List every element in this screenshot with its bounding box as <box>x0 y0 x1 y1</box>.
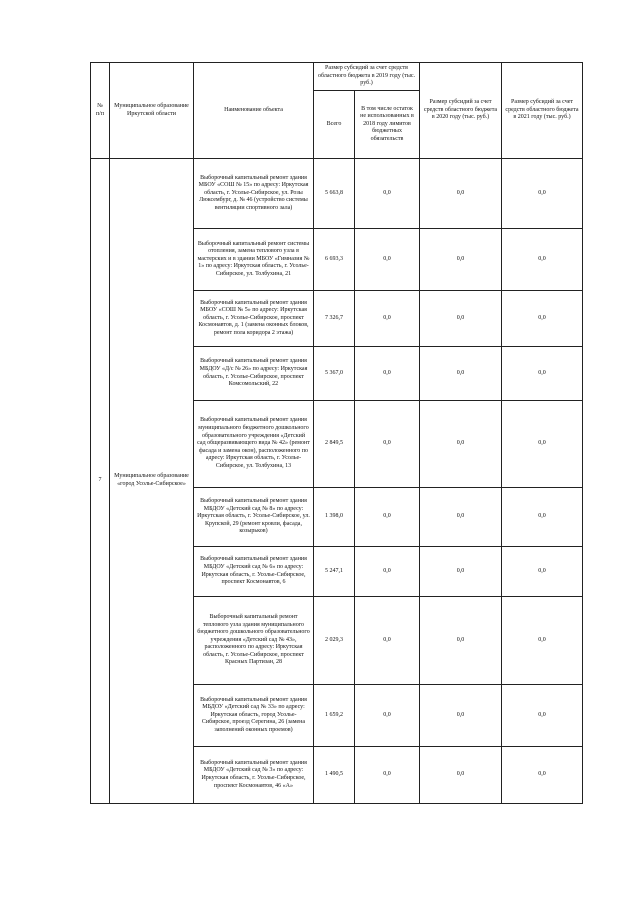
total-2019: 6 693,3 <box>314 229 355 291</box>
object-name: Выборочный капитальный ремонт здания МБДОУ «Д/с № 26» по адресу: Иркутская область, г. Усолье-Сибирское, проспект Комсомольский, 22 <box>194 347 314 401</box>
amount-2020: 0,0 <box>420 597 502 685</box>
object-name: Выборочный капитальный ремонт здания муниципального бюджетного дошкольного образовательного учреждения «Детский сад общеразвивающего вида № 42» (ремонт фасада и замена окон), расположенного по адресу: Иркутская область, г. Усолье-Сибирское, ул. Толбухина, 13 <box>194 401 314 488</box>
amount-2020: 0,0 <box>420 159 502 229</box>
residual-2019: 0,0 <box>355 291 420 347</box>
residual-2019: 0,0 <box>355 159 420 229</box>
object-name: Выборочный капитальный ремонт системы отопления, замена теплового узла в мастерских и в здании МБОУ «Гимназия № 1» по адресу: Иркутская область, г. Усолье-Сибирское, ул. Толбухина, 21 <box>194 229 314 291</box>
total-2019: 5 247,1 <box>314 547 355 597</box>
amount-2021: 0,0 <box>502 401 583 488</box>
residual-2019: 0,0 <box>355 229 420 291</box>
residual-2019: 0,0 <box>355 401 420 488</box>
total-2019: 5 663,8 <box>314 159 355 229</box>
total-2019: 5 367,0 <box>314 347 355 401</box>
table-row <box>91 159 583 229</box>
amount-2020: 0,0 <box>420 229 502 291</box>
amount-2021: 0,0 <box>502 488 583 547</box>
amount-2021: 0,0 <box>502 747 583 804</box>
header-number: № п/п <box>91 63 110 159</box>
object-name: Выборочный капитальный ремонт здания МБОУ «СОШ № 15» по адресу: Иркутская область, г. Усолье-Сибирское, ул. Розы Люксембург, д. № 46 (устройство системы вентиляции спортивного зала) <box>194 159 314 229</box>
total-2019: 2 849,5 <box>314 401 355 488</box>
header-2020: Размер субсидий за счет средств областного бюджета в 2020 году (тыс. руб.) <box>420 63 502 159</box>
total-2019: 1 490,5 <box>314 747 355 804</box>
amount-2021: 0,0 <box>502 597 583 685</box>
amount-2021: 0,0 <box>502 159 583 229</box>
amount-2021: 0,0 <box>502 685 583 747</box>
object-name: Выборочный капитальный ремонт теплового узла здания муниципального бюджетного дошкольного образовательного учреждения «Детский сад № 43», расположенного по адресу: Иркутская область, г. Усолье-Сибирское, проспект Красных Партизан, 28 <box>194 597 314 685</box>
amount-2021: 0,0 <box>502 291 583 347</box>
total-2019: 7 326,7 <box>314 291 355 347</box>
header-2019-total: Всего <box>314 91 355 159</box>
object-name: Выборочный капитальный ремонт здания МБДОУ «Детский сад № 33» по адресу: Иркутская область, город Усолье-Сибирское, проезд Серегина, 26 (замена заполнений оконных проемов) <box>194 685 314 747</box>
residual-2019: 0,0 <box>355 685 420 747</box>
amount-2020: 0,0 <box>420 547 502 597</box>
object-name: Выборочный капитальный ремонт здания МБОУ «СОШ № 5» по адресу: Иркутская область, г. Усолье-Сибирское, проспект Космонавтов, д. 1 (замена оконных блоков, ремонт пола коридора 2 этажа) <box>194 291 314 347</box>
total-2019: 1 398,0 <box>314 488 355 547</box>
amount-2021: 0,0 <box>502 547 583 597</box>
object-name: Выборочный капитальный ремонт здания МБДОУ «Детский сад № 6» по адресу: Иркутская область, г. Усолье-Сибирское, проспект Космонавтов, 6 <box>194 547 314 597</box>
amount-2020: 0,0 <box>420 401 502 488</box>
object-name: Выборочный капитальный ремонт здания МБДОУ «Детский сад № 3» по адресу: Иркутская область, г. Усолье-Сибирское, проспект Космонавтов, 46 «А» <box>194 747 314 804</box>
object-name: Выборочный капитальный ремонт здания МБДОУ «Детский сад № 8» по адресу: Иркутская область, г. Усолье-Сибирское, ул. Крупской, 29 (ремонт кровли, фасада, козырьков) <box>194 488 314 547</box>
municipality-cell: Муниципальное образование «город Усолье-Сибирское» <box>110 159 194 804</box>
row-number: 7 <box>91 159 110 804</box>
amount-2020: 0,0 <box>420 488 502 547</box>
amount-2021: 0,0 <box>502 229 583 291</box>
residual-2019: 0,0 <box>355 488 420 547</box>
header-2019-group: Размер субсидий за счет средств областного бюджета в 2019 году (тыс. руб.) <box>314 63 420 91</box>
subsidy-table <box>90 62 583 804</box>
total-2019: 2 029,3 <box>314 597 355 685</box>
amount-2020: 0,0 <box>420 685 502 747</box>
residual-2019: 0,0 <box>355 547 420 597</box>
amount-2020: 0,0 <box>420 291 502 347</box>
header-2019-residual: В том числе остаток не использованных в 2018 году лимитов бюджетных обязательств <box>355 91 420 159</box>
residual-2019: 0,0 <box>355 347 420 401</box>
header-2021: Размер субсидий за счет средств областного бюджета в 2021 году (тыс. руб.) <box>502 63 583 159</box>
residual-2019: 0,0 <box>355 747 420 804</box>
header-municipality: Муниципальное образование Иркутской области <box>110 63 194 159</box>
total-2019: 1 659,2 <box>314 685 355 747</box>
amount-2020: 0,0 <box>420 747 502 804</box>
residual-2019: 0,0 <box>355 597 420 685</box>
header-object: Наименование объекта <box>194 63 314 159</box>
amount-2020: 0,0 <box>420 347 502 401</box>
amount-2021: 0,0 <box>502 347 583 401</box>
